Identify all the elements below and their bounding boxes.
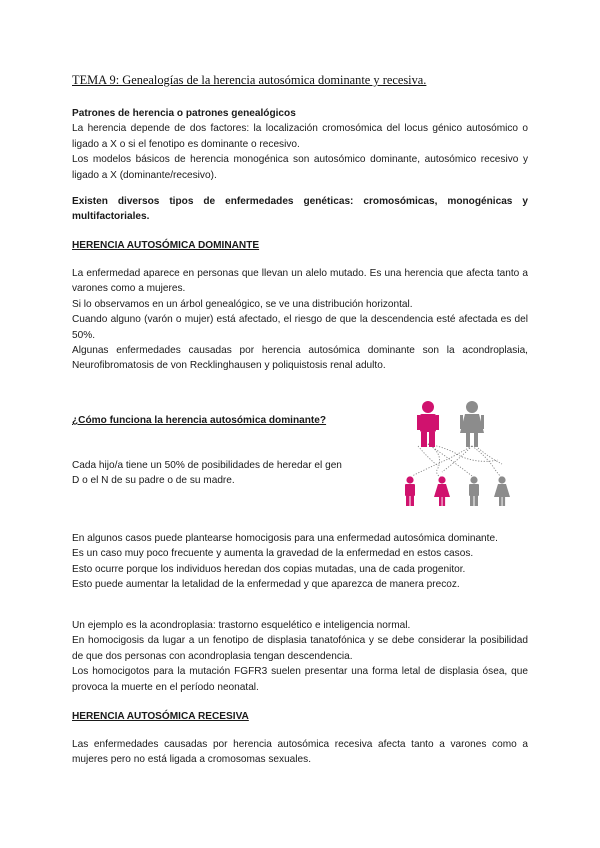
paragraph: Es un caso muy poco frecuente y aumenta la gravedad de la enfermedad en estos casos. xyxy=(72,548,474,560)
section-tipos xyxy=(72,194,528,225)
section-heading: HERENCIA AUTOSÓMICA RECESIVA xyxy=(72,711,249,722)
paragraph: Los modelos básicos de herencia monogénica son autosómico dominante, autosómico recesivo y ligado a X (dominante/recesivo). xyxy=(72,154,528,181)
section-patrones xyxy=(72,106,528,183)
paragraph: La herencia depende de dos factores: la localización cromosómica del locus génico autosómico o ligado a X o si el fenotipo es dominante o recesivo. xyxy=(72,123,528,150)
child-daughter-affected-icon xyxy=(434,476,450,506)
section-homocigosis xyxy=(72,531,528,593)
section-heading: HERENCIA AUTOSÓMICA DOMINANTE xyxy=(72,240,260,251)
paragraph: Cuando alguno (varón o mujer) está afectado, el riesgo de que la descendencia esté afectada es del 50%. xyxy=(72,314,528,341)
section-dominante xyxy=(72,266,528,374)
paragraph: Un ejemplo es la acondroplasia: trastorno esquelético e inteligencia normal. xyxy=(72,620,411,631)
paragraph: Esto puede aumentar la letalidad de la enfermedad y que aparezca de manera precoz. xyxy=(72,579,460,591)
child-son-unaffected-icon xyxy=(469,476,479,506)
inheritance-lines xyxy=(412,444,502,478)
father-affected-icon xyxy=(417,401,439,447)
mother-unaffected-icon xyxy=(460,401,484,447)
pedigree-figure xyxy=(398,398,530,516)
document-title: TEMA 9: Genealogías de la herencia autosómica dominante y recesiva. xyxy=(72,73,427,87)
paragraph-bold: Existen diversos tipos de enfermedades genéticas: cromosómicas, monogénicas y multifactoriales. xyxy=(72,196,528,223)
paragraph-line: Cada hijo/a tiene un 50% de posibilidades de heredar el gen xyxy=(72,460,342,471)
paragraph: En algunos casos puede plantearse homocigosis para una enfermedad autosómica dominante. xyxy=(72,533,498,544)
section-como-intro xyxy=(72,458,392,489)
section-acondroplasia xyxy=(72,618,528,695)
paragraph: Si lo observamos en un árbol genealógico, se ve una distribución horizontal. xyxy=(72,298,413,310)
paragraph: En homocigosis da lugar a un fenotipo de displasia tanatofónica y se debe considerar la posibilidad de que dos personas con acondroplasia tengan descendencia. xyxy=(72,635,528,662)
section-dominante-heading-wrap xyxy=(72,238,528,253)
section-recesiva-heading-wrap xyxy=(72,709,528,724)
paragraph: Las enfermedades causadas por herencia autosómica recesiva afecta tanto a varones como a mujeres pero no está ligada a cromosomas sexuales. xyxy=(72,739,528,766)
section-heading: ¿Cómo funciona la herencia autosómica dominante? xyxy=(72,415,327,426)
paragraph-line: D o el N de su padre o de su madre. xyxy=(72,475,235,487)
paragraph: La enfermedad aparece en personas que llevan un alelo mutado. Es una herencia que afecta tanto a varones como a mujeres. xyxy=(72,268,528,295)
section-recesiva xyxy=(72,737,528,768)
section-como-heading-wrap xyxy=(72,413,392,428)
section-heading: Patrones de herencia o patrones genealógicos xyxy=(72,108,296,119)
paragraph: Los homocigotos para la mutación FGFR3 suelen presentar una forma letal de displasia ósea, que provoca la muerte en el período neonatal. xyxy=(72,666,528,693)
paragraph: Algunas enfermedades causadas por herencia autosómica dominante son la acondroplasia, Neurofibromatosis de von Recklinghausen y poliquistosis renal adulto. xyxy=(72,345,528,372)
paragraph: Esto ocurre porque los individuos heredan dos copias mutadas, una de cada progenitor. xyxy=(72,563,466,575)
child-daughter-unaffected-icon xyxy=(494,476,510,506)
child-son-affected-icon xyxy=(405,476,415,506)
